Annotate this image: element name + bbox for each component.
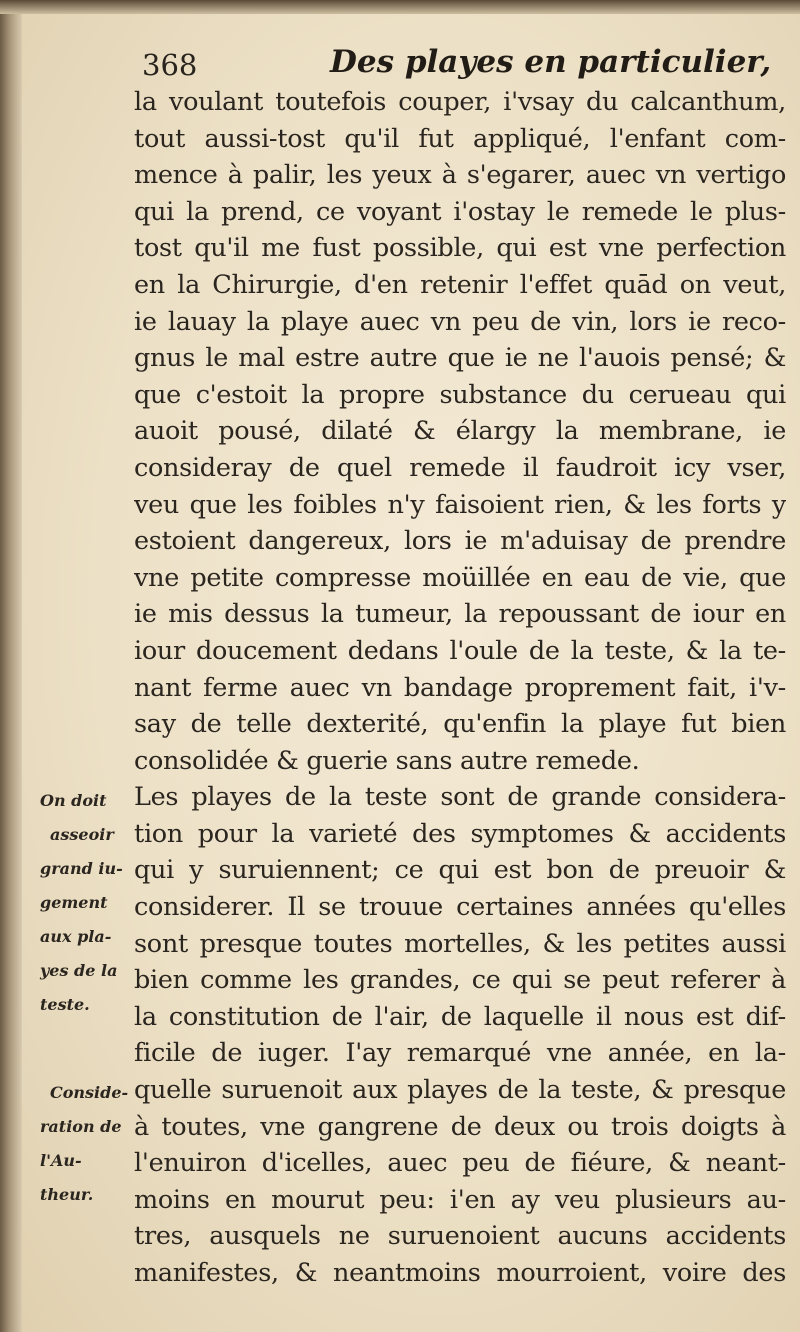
text-line: veu que les foibles n'y faisoient rien, & les forts y — [134, 489, 786, 520]
page-top-edge — [0, 0, 800, 14]
text-line: que c'estoit la propre substance du cerueau qui — [134, 379, 786, 410]
text-line: tres, ausquels ne suruenoient aucuns accidents — [134, 1221, 786, 1252]
text-line: la voulant toutefois couper, i'vsay du calcanthum, — [134, 87, 786, 117]
margin-note-judgement — [40, 784, 136, 1022]
text-line: sont presque toutes mortelles, & les petites aussi — [134, 928, 786, 959]
text-line: qui y suruiennent; ce qui est bon de preuoir & — [134, 855, 786, 886]
margin-note-line: yes de la — [40, 961, 118, 980]
text-line: la constitution de l'air, de laquelle il nous est dif- — [134, 1001, 786, 1032]
text-line: quelle suruenoit aux playes de la teste, & presque — [134, 1075, 786, 1106]
text-line: say de telle dexterité, qu'enfin la playe fut bien — [134, 709, 786, 740]
text-line: bien comme les grandes, ce qui se peut referer à — [134, 965, 786, 996]
text-line: ficile de iuger. I'ay remarqué vne année, en la- — [134, 1038, 786, 1069]
text-line: gnus le mal estre autre que ie ne l'auois pensé; & — [134, 343, 786, 374]
text-line: tout aussi-tost qu'il fut appliqué, l'enfant com- — [134, 123, 786, 154]
text-line: consolidée & guerie sans autre remede. — [134, 745, 640, 776]
margin-note-author — [40, 1076, 136, 1212]
text-line: estoient dangereux, lors ie m'aduisay de prendre — [134, 526, 786, 557]
body-text — [134, 84, 786, 1292]
text-line: vne petite compresse moüillée en eau de vie, que — [134, 562, 786, 593]
page-number: 368 — [142, 48, 198, 82]
margin-note-line: aux pla- — [40, 927, 112, 946]
margin-notes — [40, 784, 136, 1266]
text-line: tost qu'il me fust possible, qui est vne perfection — [134, 233, 786, 264]
margin-note-line: teste. — [40, 995, 90, 1014]
text-line: en la Chirurgie, d'en retenir l'effet quād on veut, — [134, 269, 786, 300]
margin-note-line: theur. — [40, 1185, 94, 1204]
text-line: tion pour la varieté des symptomes & accidents — [134, 818, 786, 849]
text-line: qui la prend, ce voyant i'ostay le remede le plus- — [134, 196, 786, 227]
text-line: l'enuiron d'icelles, auec peu de fiéure, & neant- — [134, 1148, 786, 1179]
margin-note-line: gement — [40, 893, 108, 912]
text-line: Les playes de la teste sont de grande considera- — [134, 782, 786, 813]
text-line: ie lauay la playe auec vn peu de vin, lors ie reco- — [134, 306, 786, 337]
running-head: Des playes en particulier, — [330, 44, 772, 80]
text-line: nant ferme auec vn bandage proprement fait, i'v- — [134, 672, 786, 703]
text-line: considerer. Il se trouue certaines années qu'elles — [134, 892, 786, 923]
text-line: consideray de quel remede il faudroit icy vser, — [134, 452, 786, 483]
text-line: iour doucement dedans l'oule de la teste, & la te- — [134, 635, 786, 666]
page-gutter-shadow — [0, 0, 22, 1332]
margin-note-line: Conside- — [50, 1083, 129, 1102]
margin-note-line: grand iu- — [40, 859, 123, 878]
margin-note-line: ration de — [40, 1117, 122, 1136]
text-line: ie mis dessus la tumeur, la repoussant de iour en — [134, 599, 786, 630]
text-line: mence à palir, les yeux à s'egarer, auec vn vertigo — [134, 160, 786, 191]
text-line: manifestes, & neantmoins mourroient, voire des — [134, 1258, 786, 1288]
text-line: à toutes, vne gangrene de deux ou trois doigts à — [134, 1111, 786, 1142]
margin-note-line: l'Au- — [40, 1151, 82, 1170]
text-line: moins en mourut peu: i'en ay veu plusieurs au- — [134, 1184, 786, 1215]
margin-note-line: On doit — [40, 791, 107, 810]
margin-note-line: asseoir — [50, 825, 114, 844]
text-line: auoit pousé, dilaté & élargy la membrane, ie — [134, 416, 786, 447]
